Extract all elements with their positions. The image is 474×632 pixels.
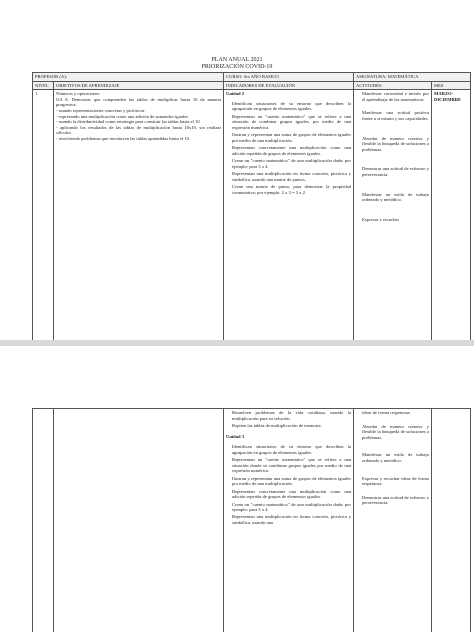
- list-item: • Demostrar una actitud de esfuerzo y perseverancia.: [362, 166, 429, 177]
- indicadores-list: [226, 444, 351, 526]
- objetivo-line: - aplicando los resultados de las tablas de multiplicación hasta 10x10, sin realizar cálculos: [56, 124, 222, 136]
- document-subtitle: PRIORIZACIÓN COVID-19: [201, 64, 273, 70]
- list-item: • Expresar y escuchar: [362, 217, 429, 223]
- mes-cell: [432, 409, 471, 632]
- list-item: • Ilustran y representan una suma de grupos de elementos iguales por medio de una multiplicación.: [232, 132, 351, 143]
- unidad-label: Unidad 3: [226, 434, 245, 440]
- actitudes-cell: [354, 409, 432, 632]
- nivel-cell: [33, 409, 54, 632]
- indicadores-list: [226, 410, 351, 429]
- list-item: • Manifestar curiosidad e interés por el aprendizaje de las matemáticas.: [362, 91, 429, 102]
- list-item: • Representan un "cuento matemático" que se refiere a una situación donde se combinan grupos iguales por medio de una expresión numérica.: [232, 457, 351, 474]
- objetivo-line: - resolviendo problemas que involucren las tablas aprendidas hasta el 10.: [56, 135, 191, 141]
- list-item: • Abordar de manera creativa y flexible la búsqueda de soluciones a problemas.: [362, 424, 429, 441]
- indicadores-header: INDICADORES DE EVALUACIÓN: [224, 81, 354, 90]
- list-item: • Identifican situaciones de su entorno que describen la agrupación en grupos de elementos iguales.: [232, 444, 351, 455]
- table-row: [33, 90, 471, 340]
- indicadores-list: [226, 101, 351, 196]
- objetivos-cell: [54, 90, 224, 340]
- actitudes-list: [356, 91, 429, 222]
- asignatura-cell: ASIGNATURA: MATEMÁTICA: [354, 73, 471, 82]
- list-item: • Crean un "cuento matemático" de una multiplicación dada; por ejemplo: para 3 x 4.: [232, 502, 351, 513]
- mes-header: MES: [432, 81, 471, 90]
- nivel-header: NIVEL: [33, 81, 54, 90]
- document-title: PLAN ANUAL 2021: [211, 57, 263, 63]
- list-item: • Repiten las tablas de multiplicación de memoria.: [232, 423, 351, 429]
- table-row: [33, 409, 471, 632]
- list-item: • Manifestar un estilo de trabajo ordenado y metódico.: [362, 192, 429, 203]
- objetivo-line: OA 8. Demostrar que comprenden las tablas de multiplicar hasta 10 de manera progresiva:: [56, 96, 222, 108]
- indicadores-cell: [224, 90, 354, 340]
- table-header-row-1: [33, 73, 471, 82]
- plan-table: [32, 72, 471, 340]
- list-item: • Demostrar una actitud de esfuerzo y perseverancia.: [362, 495, 429, 506]
- list-item: • Representan una multiplicación en forma concreta, pictórica y simbólica, usando una: [232, 514, 351, 525]
- document-page-2: [0, 346, 474, 632]
- unidad-label: Unidad 2: [226, 91, 245, 97]
- list-item: • Crean un "cuento matemático" de una multiplicación dada; por ejemplo: para 3 x 4.: [232, 158, 351, 169]
- objetivos-header: OBJETIVOS DE APRENDIZAJE: [54, 81, 224, 90]
- list-item: • Manifestar un estilo de trabajo ordenado y metódico.: [362, 452, 429, 463]
- profesor-cell: PROFESOR (A):: [33, 73, 224, 82]
- list-item: • Crean una matriz de punto, para demostrar la propiedad conmutativa; por ejemplo: 2 x 3 = 3 x 2.: [232, 184, 351, 195]
- list-item: • Identifican situaciones de su entorno que describen la agrupación en grupos de elementos iguales.: [232, 101, 351, 112]
- table-header-row-2: [33, 81, 471, 90]
- list-item: • Expresar y escuchar ideas de forma respetuosa.: [362, 476, 429, 487]
- actitudes-header: ACTITUDES: [354, 81, 432, 90]
- list-item: • Representan una multiplicación en forma concreta, pictórica y simbólica, usando una matriz de puntos.: [232, 171, 351, 182]
- actitudes-cell: [354, 90, 432, 340]
- mes-cell: MARZO- DICIEMBRE: [432, 90, 471, 340]
- objetivo-line: - usando representaciones concretas y pictóricas: [56, 107, 145, 113]
- curso-cell: CURSO: 3ro AÑO BASICO: [224, 73, 354, 82]
- list-item: • Representan un "cuento matemático" que se refiere a una situación de combinar grupos iguales, por medio de una expresión numérica.: [232, 114, 351, 131]
- objetivo-line: - usando la distributividad como estrategia para construir las tablas hasta el 10: [56, 119, 200, 125]
- list-item: • Manifestar una actitud positiva frente a sí mismo y sus capacidades.: [362, 110, 429, 121]
- objetivo-line: - expresando una multiplicación como una adición de sumandos iguales: [56, 113, 189, 119]
- plan-table-continued: [32, 408, 471, 632]
- actitud-continued: ideas de forma respetuosa.: [362, 410, 411, 415]
- actitudes-list: [356, 424, 429, 506]
- nivel-cell: 1: [33, 90, 54, 340]
- indicadores-cell: [224, 409, 354, 632]
- list-item: • Representan concretamente una multiplicación como una adición repetida de grupos de elementos iguales.: [232, 489, 351, 500]
- list-item: • Ilustran y representan una suma de grupos de elementos iguales por medio de una multiplicación.: [232, 476, 351, 487]
- list-item: • Representan concretamente una multiplicación como una adición repetida de grupos de elementos iguales.: [232, 145, 351, 156]
- objetivo-line: Números y operaciones: [56, 91, 100, 97]
- list-item: • Abordar de manera creativa y flexible la búsqueda de soluciones a problemas.: [362, 136, 429, 153]
- objetivos-cell: [54, 409, 224, 632]
- list-item: • Resuelven problemas de la vida cotidiana, usando la multiplicación para su solución.: [232, 410, 351, 421]
